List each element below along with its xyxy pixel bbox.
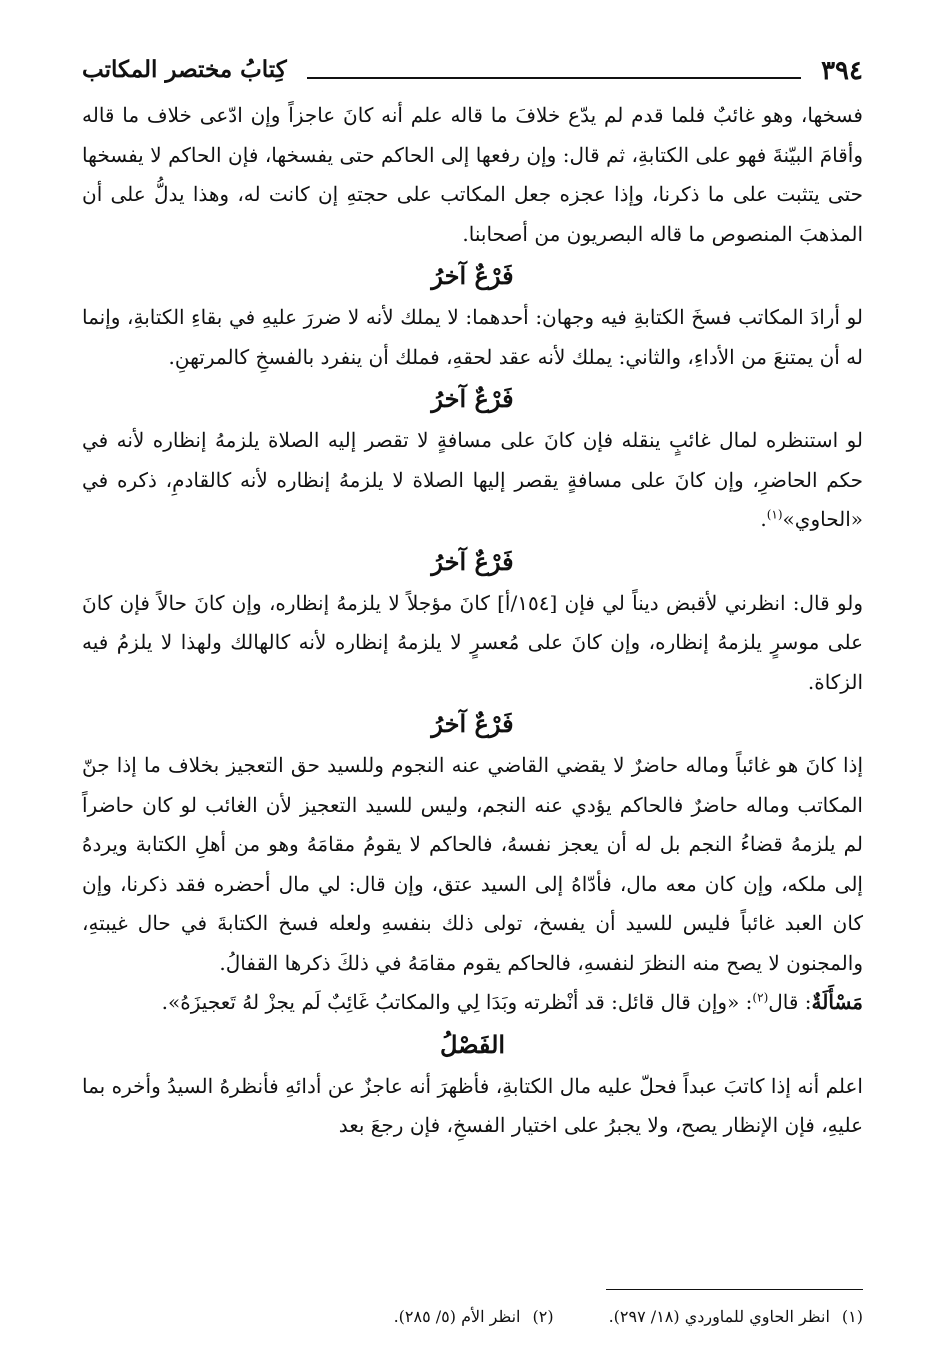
section-heading: فَرْعٌ آخرُ: [431, 709, 514, 738]
footnotes: [82, 1299, 863, 1335]
paragraph: فسخها، وهو غائبٌ فلما قدم لم يدّع خلافَ ما قاله علم أنه كانَ عاجزاً وإن ادّعى خلاف ما قاله وأقامَ البيّنةَ فهو على الكتابةِ، ثم قال: وإن رفعها إلى الحاكم حتى يفسخها، فإن الحاكم لا يفسخها حتى يتثبت على ما ذكرنا، وإذا عجزه جعل المكاتب على حجتهِ إن كانت له، وهذا يدلُّ على أن المذهبَ المنصوص ما قاله البصريون من أصحابنا.: [82, 103, 863, 246]
footnote-text: انظر الحاوي للماوردي (١٨/ ٢٩٧).: [608, 1307, 830, 1326]
footnote-ref: (٢): [752, 990, 769, 1005]
paragraph-end: .: [760, 507, 767, 531]
quotation: : «وإن قال قائل: قد أنْظرته وبَدَا لِي والمكاتبُ غَائِبٌ لَم يجزْ لهُ تَعجيزَهُ».: [161, 990, 753, 1014]
section-heading: فَرْعٌ آخرُ: [431, 384, 514, 413]
footnote-text: انظر الأم (٥/ ٢٨٥).: [393, 1307, 521, 1326]
paragraph-text: لو استنظره لمال غائبٍ ينقله فإن كانَ على مسافةٍ لا تقصر إليه الصلاة يلزمهُ إنظاره لأنه في حكم الحاضرِ، وإن كانَ على مسافةٍ يقصر إليها الصلاة لا يلزمهُ إنظاره لأنه كالقادمِ، ذكره في «الحاوي»: [82, 428, 864, 531]
header-rule: [307, 77, 801, 79]
running-title: كِتابُ مختصر المكاتب: [82, 56, 287, 83]
section-heading: الفَصْلُ: [439, 1029, 506, 1059]
footnote: [609, 1299, 863, 1335]
section-heading: فَرْعٌ آخرُ: [431, 546, 514, 576]
footnote: [394, 1299, 554, 1335]
masala-paragraph: [82, 983, 863, 1023]
page-number: ٣٩٤: [821, 56, 863, 86]
paragraph-text: : قال: [768, 990, 812, 1014]
paragraph: إذا كانَ هو غائباً وماله حاضرٌ لا يقضي القاضي عنه النجوم وللسيد حق التعجيز بخلاف ما إذا جنّ المكاتب وماله حاضرٌ فالحاكم يؤدي عنه النجم، وليس للسيد التعجيز لأن الغائب لو كان حاضراً لم يلزمهُ قضاءُ النجم بل له أن يعجز نفسهُ، فالحاكم لا يقومُ مقامَهُ وهو من أهلِ الكتابة ويردهُ إلى ملكه، وإن كان معه مال، فأدّاهُ إلى السيد عتق، وإن قال: لي مال أحضره فقد ذكرنا، وإن كان العبد غائباً فليس للسيد أن يفسخ، تولى ذلك بنفسهِ ولعله فسخ الكتابةَ في حال غيبتهِ، والمجنون لا يصح منه النظرَ لنفسهِ، فالحاكم يقوم مقامَهُ في ذلكَ ذكرها القفالُ.: [82, 753, 863, 975]
paragraph: لو أرادَ المكاتب فسخَ الكتابةِ فيه وجهان: أحدهما: لا يملك لأنه لا ضررَ عليهِ في بقاءِ الكتابةِ، وإنما له أن يمتنعَ من الأداءِ، والثاني: يملك لأنه عقد لحقهِ، فملك أن ينفرد بالفسخِ كالمرتهنِ.: [82, 305, 863, 369]
paragraph: [82, 421, 863, 540]
footnote-number: (٢): [532, 1307, 554, 1326]
paragraph: اعلم أنه إذا كاتبَ عبداً فحلّ عليه مال الكتابةِ، فأظهرَ أنه عاجزٌ عن أدائهِ فأنظرهُ السيدُ وأخره بما عليهِ، فإن الإنظار يصح، ولا يجبرُ على اختيار الفسخِ، فإن رجعَ بعد: [82, 1073, 863, 1137]
section-heading: فَرْعٌ آخرُ: [431, 261, 514, 290]
footnote-ref: (١): [766, 507, 783, 522]
page-header: [82, 52, 863, 98]
footnote-rule: [606, 1289, 863, 1290]
footnote-number: (١): [841, 1307, 863, 1326]
paragraph: ولو قال: انظرني لأقبض ديناً لي فإن [١٥٤/أ] كانَ مؤجلاً لا يلزمهُ إنظاره، وإن كانَ حالاً فإن كانَ على موسرٍ يلزمهُ إنظاره، وإن كانَ على مُعسرٍ لا يلزمهُ إنظاره لأنه كالهالك ولهذا لا يلزمُ فيه الزكاة.: [82, 590, 864, 694]
masala-term: مَسْأَلَةٌ: [811, 990, 863, 1014]
page-body: [82, 96, 863, 1146]
